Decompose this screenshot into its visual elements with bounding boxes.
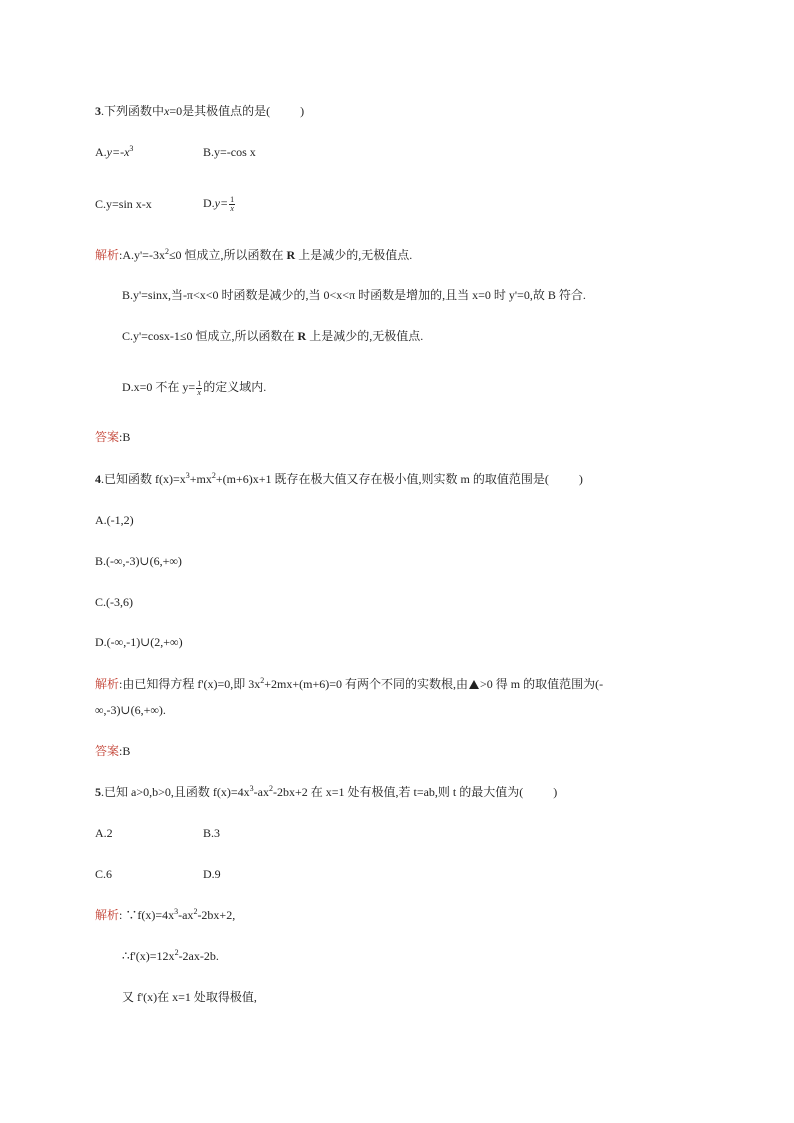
q3-analysis-c: C.y'=cosx-1≤0 恒成立,所以函数在 R 上是减少的,无极值点. — [122, 329, 424, 343]
q3-answer: 答案:B — [95, 430, 131, 444]
fraction: $\frac{1}{x}$ — [230, 194, 235, 213]
fraction: $\frac{1}{x}$ — [197, 378, 202, 397]
q5-analysis-line3: 又 f'(x)在 x=1 处取得极值, — [122, 990, 257, 1004]
q4-number: 4 — [95, 472, 101, 486]
q4-stem: 4.已知函数 $f(x)=x^3+mx^2+(m+6)x+1$ 既存在极大值又存在极小值,则实数 m 的取值范围是( ) — [95, 471, 583, 486]
q4-analysis-line2: ∞,-3)∪(6,+∞). — [95, 703, 166, 717]
answer-label: 答案 — [95, 744, 120, 758]
q5-option-b: B.3 — [203, 826, 221, 840]
q3-number: 3 — [95, 104, 101, 118]
q3-analysis-a: 解析$:A.y'=-3x^2\le 0$ 恒成立,所以函数在 R 上是减少的,无极值点. — [95, 247, 413, 262]
answer-label: 答案 — [95, 430, 120, 444]
q3-option-c: C.y=sin x-x — [95, 197, 152, 211]
q5-option-c: C.6 — [95, 867, 113, 881]
analysis-label: 解析 — [95, 248, 120, 262]
q5-number: 5 — [95, 785, 101, 799]
analysis-label: 解析 — [95, 677, 120, 691]
q3-stem: 3.下列函数中x=0是其极值点的是( ) — [95, 104, 305, 118]
q5-option-a: A.2 — [95, 826, 113, 840]
q4-analysis-line1: 解析:由已知得方程 f'(x)=0,即 $3x^2+2mx+(m+6)=0$ 有两个不同的实数根,由 >0 得 m 的取值范围为(- — [95, 676, 604, 691]
q3-analysis-d: D.x=0 不在 y= $\frac{1}{x}$ 的定义域内. — [122, 378, 267, 397]
q3-option-d: D.y= $\frac{1}{x}$ — [203, 194, 235, 213]
q4-answer: 答案:B — [95, 744, 131, 758]
q5-analysis-line2: $\therefore f'(x)=12x^2-2ax-2b$. — [122, 948, 219, 963]
q3-options-row1 — [95, 144, 133, 160]
q3-option-b: B.y=-cos x — [203, 145, 256, 159]
analysis-label: 解析 — [95, 908, 120, 922]
q4-option-a: A.(-1,2) — [95, 513, 134, 527]
q5-analysis-line1: 解析: $\because f(x)=4x^3-ax^2-2bx+2$, — [95, 907, 236, 922]
q5-stem: 5.已知 a>0,b>0,且函数 $f(x)=4x^3-ax^2-2bx+2$ 在 x=1 处有极值,若 t=ab,则 t 的最大值为( ) — [95, 784, 558, 799]
q4-option-c: C.(-3,6) — [95, 595, 133, 609]
q3-option-a: $A.y=-x^3$ — [95, 144, 134, 159]
q4-option-d: D.(-∞,-1)∪(2,+∞) — [95, 635, 183, 649]
delta-icon — [469, 680, 479, 689]
q4-option-b: B.(-∞,-3)∪(6,+∞) — [95, 554, 182, 568]
q3-analysis-b: B.y'=sinx,当-π<x<0 时函数是减少的,当 0<x<π 时函数是增加的,且当 x=0 时 y'=0,故 B 符合. — [122, 288, 586, 302]
q5-option-d: D.9 — [203, 867, 221, 881]
